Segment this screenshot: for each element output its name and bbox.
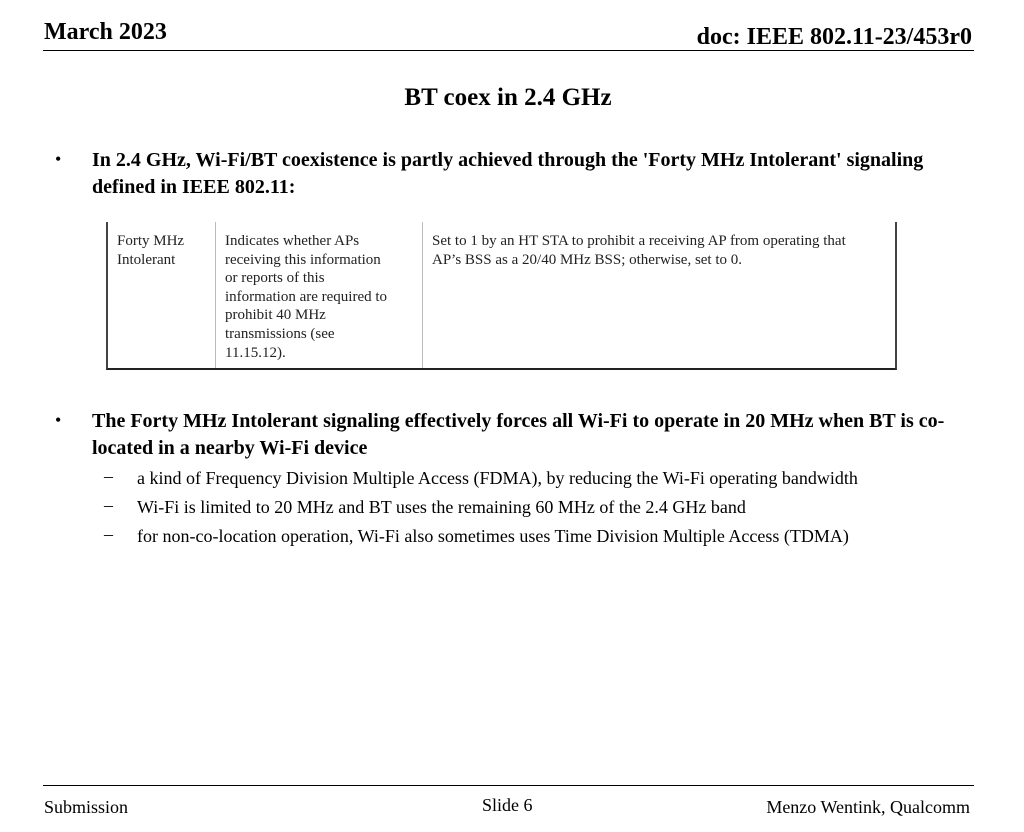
table-cell-line: receiving this information: [225, 251, 381, 268]
table-cell-line: AP’s BSS as a 20/40 MHz BSS; otherwise, set to 0.: [432, 251, 743, 268]
sub-bullet-marker: –: [104, 524, 113, 544]
bullet-marker: •: [55, 149, 62, 169]
table-cell-line: or reports of this: [225, 270, 325, 287]
table-cell-encoding: [422, 222, 895, 368]
table-cell-line: 11.15.12).: [225, 344, 286, 361]
table-cell-line: Intolerant: [117, 251, 176, 268]
footer-slide-number: Slide 6: [482, 795, 533, 815]
sub-bullet-text: for non-co-location operation, Wi-Fi also sometimes uses Time Division Multiple Access (TDMA): [137, 526, 849, 546]
bullet-text: In 2.4 GHz, Wi-Fi/BT coexistence is partly achieved through the 'Forty MHz Intolerant' signaling defined in IEEE 802.11:: [92, 149, 924, 198]
header-divider: [43, 50, 974, 51]
header-date: March 2023: [44, 19, 167, 45]
forty-mhz-intolerant-table: [106, 222, 897, 370]
sub-bullet-text: a kind of Frequency Division Multiple Access (FDMA), by reducing the Wi-Fi operating bandwidth: [137, 468, 858, 488]
sub-bullet-text: Wi-Fi is limited to 20 MHz and BT uses the remaining 60 MHz of the 2.4 GHz band: [137, 497, 746, 517]
table-cell-line: information are required to: [225, 288, 388, 305]
footer-divider: [43, 785, 974, 786]
table-cell-line: Forty MHz: [117, 233, 185, 249]
bullet-text: The Forty MHz Intolerant signaling effectively forces all Wi-Fi to operate in 20 MHz when BT is co-located in a nearby Wi-Fi device: [92, 410, 945, 459]
footer-author: Menzo Wentink, Qualcomm: [766, 797, 970, 817]
header-doc-id: doc: IEEE 802.11-23/453r0: [696, 24, 972, 50]
table-cell-line: Indicates whether APs: [225, 233, 360, 249]
footer-submission: Submission: [44, 797, 129, 817]
sub-bullet-marker: –: [104, 495, 113, 515]
table-cell-line: transmissions (see: [225, 325, 335, 342]
slide-title: BT coex in 2.4 GHz: [404, 84, 612, 111]
table-cell-definition: [215, 222, 422, 368]
table-cell-line: Set to 1 by an HT STA to prohibit a receiving AP from operating that: [432, 233, 846, 249]
table-cell-field: [108, 222, 215, 368]
sub-bullet-marker: –: [104, 466, 113, 486]
table-cell-line: prohibit 40 MHz: [225, 307, 326, 324]
bullet-marker: •: [55, 410, 62, 430]
